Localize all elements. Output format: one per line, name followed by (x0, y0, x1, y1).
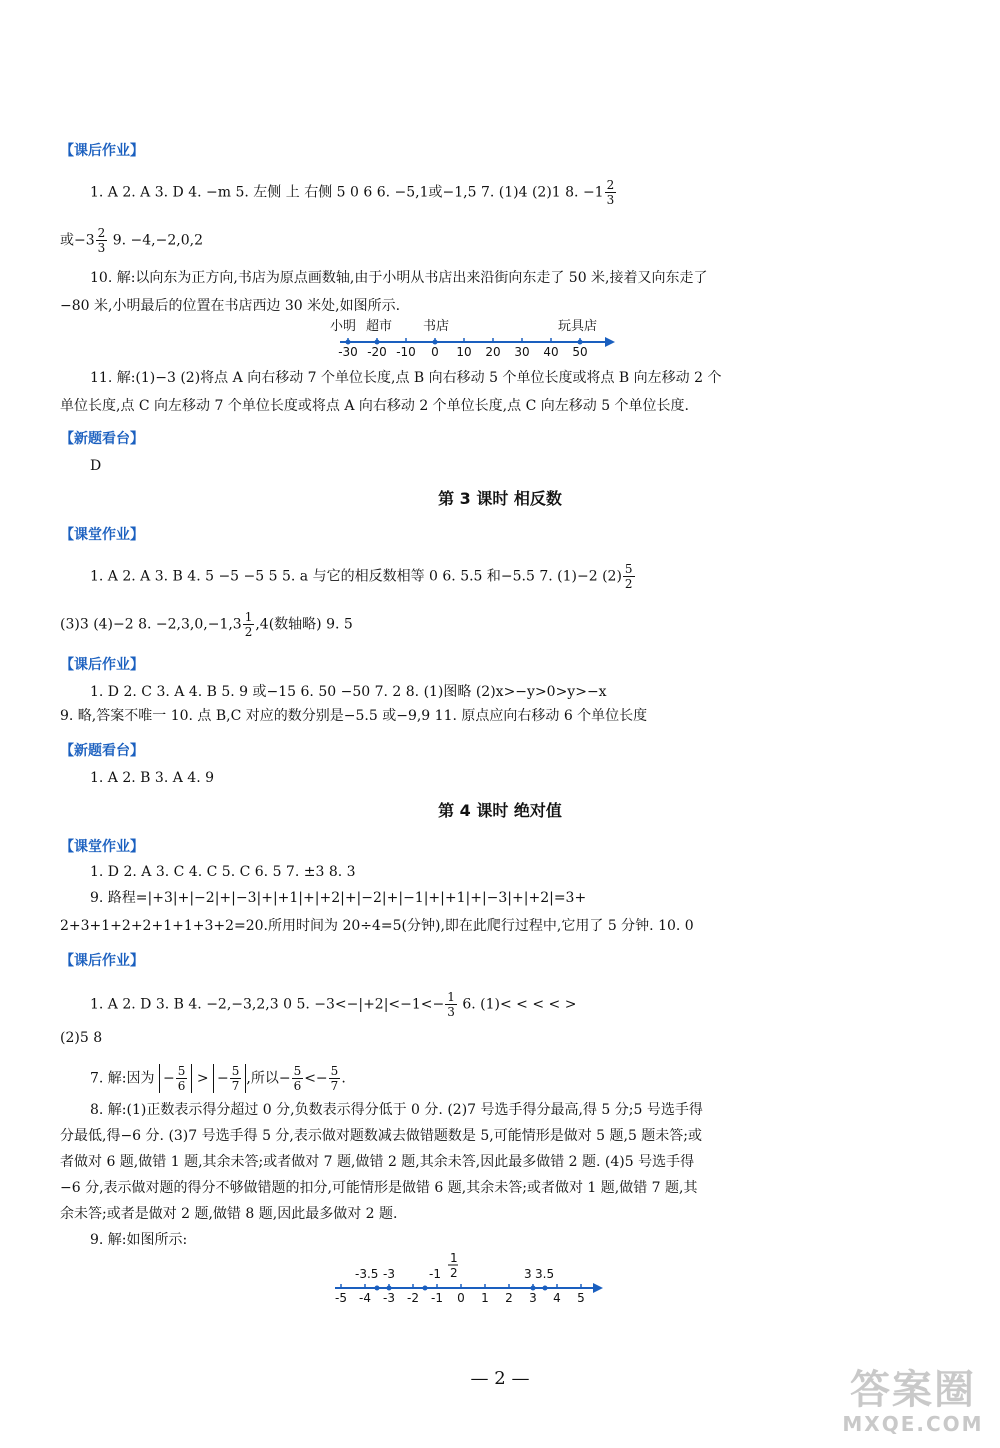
number-line-absolute (325, 1248, 615, 1310)
answer-text: 6. (1)< < < < > (457, 996, 577, 1013)
tick-label: -5 (335, 1291, 347, 1305)
axis-point (578, 340, 583, 345)
tick-label: -10 (396, 345, 416, 359)
answer-line (90, 1064, 346, 1093)
tick-label: -3 (383, 1291, 395, 1305)
answer-line: 1. D 2. C 3. A 4. B 5. 9 或−15 6. 50 −50 7. 2 8. (1)图略 (2)x>−y>0>y>−x (90, 684, 607, 700)
answer-line: D (90, 458, 102, 474)
axis-label: 玩具店 (558, 319, 598, 334)
absolute-value: − $\frac{5}{7}$ (213, 1064, 246, 1093)
axis-point (423, 1286, 428, 1291)
answer-text: 或−3 (60, 232, 95, 249)
absolute-value: − $\frac{5}{6}$ (159, 1064, 192, 1093)
watermark-logo: 答案圈 MXQE.COM (842, 1367, 984, 1436)
axis-point (375, 340, 380, 345)
answer-line (90, 178, 617, 207)
answer-line: 10. 解:以向东为正方向,书店为原点画数轴,由于小明从书店出来沿街向东走了 50 米,接着又向东走了 (90, 270, 708, 286)
number-line-store (320, 312, 620, 366)
axis-point (375, 1286, 380, 1291)
answer-line (60, 226, 203, 255)
tick-label: -4 (359, 1291, 371, 1305)
tick-label: 10 (456, 345, 472, 359)
tick-label: 0 (457, 1291, 465, 1305)
tick-label: 5 (577, 1291, 585, 1305)
axis-point (531, 1286, 536, 1291)
answer-text: (3)3 (4)−2 8. −2,3,0,−1,3 (60, 616, 242, 633)
axis-label: 2 (450, 1266, 458, 1280)
tick-label: 4 (553, 1291, 561, 1305)
tick-label: 0 (431, 345, 439, 359)
answer-line: 分最低,得−6 分. (3)7 号选手得 5 分,表示做对题数减去做错题数是 5,可能情形是做对 5 题,5 题未答;或 (60, 1128, 703, 1144)
section-header-classwork: 【课堂作业】 (60, 527, 144, 543)
axis-label: 超市 (366, 319, 393, 334)
tick-label: -2 (407, 1291, 419, 1305)
answer-text: 1. A 2. A 3. D 4. −m 5. 左侧 上 右侧 5 0 6 6. −5,1或−1,5 7. (1)4 (2)1 8. −1 (90, 184, 604, 201)
fraction: $\frac{1}{3}$ (447, 990, 455, 1019)
answer-line: −6 分,表示做对题的得分不够做错题的扣分,可能情形是做错 6 题,其余未答;或者做对 1 题,做错 7 题,其 (60, 1180, 698, 1196)
answer-line: 9. 解:如图所示: (90, 1232, 188, 1248)
axis-label: 3 (524, 1267, 532, 1281)
axis-label: 小明 (330, 319, 357, 334)
tick-label: -20 (367, 345, 387, 359)
answer-line: −80 米,小明最后的位置在书店西边 30 米处,如图所示. (60, 298, 401, 314)
tick-label: -30 (338, 345, 358, 359)
axis-point (387, 1286, 392, 1291)
answer-line: 8. 解:(1)正数表示得分超过 0 分,负数表示得分低于 0 分. (2)7 号选手得分最高,得 5 分;5 号选手得 (90, 1102, 703, 1118)
axis-point (433, 340, 438, 345)
axis-arrow (593, 1283, 603, 1293)
section-header-homework: 【课后作业】 (60, 143, 144, 159)
operator: > (196, 1070, 209, 1087)
fraction: $\frac{5}{6}$ (293, 1064, 302, 1093)
section-header-new-questions: 【新题看台】 (60, 743, 144, 759)
axis-label: -3.5 (355, 1267, 379, 1281)
tick-label: 2 (505, 1291, 513, 1305)
axis-point (543, 1286, 548, 1291)
fraction: $\frac{1}{2}$ (244, 610, 253, 639)
fraction: $\frac{5}{2}$ (624, 562, 633, 591)
answer-line: 11. 解:(1)−3 (2)将点 A 向右移动 7 个单位长度,点 B 向右移动 5 个单位长度或将点 B 向左移动 2 个 (90, 370, 722, 386)
tick-label: 40 (543, 345, 559, 359)
lesson-title: 第 4 课时 绝对值 (438, 801, 562, 820)
answer-text: 1. A 2. D 3. B 4. −2,−3,2,3 0 5. −3<−|+2|<−1<− (90, 996, 445, 1013)
section-header-classwork: 【课堂作业】 (60, 839, 144, 855)
fraction: $\frac{2}{3}$ (606, 178, 615, 207)
answer-line: (2)5 8 (60, 1030, 103, 1046)
answer-line: 者做对 6 题,做错 1 题,其余未答;或者做对 7 题,做错 2 题,其余未答,因此最多做错 2 题. (4)5 号选手得 (60, 1154, 695, 1170)
axis-label: -3 (383, 1267, 395, 1281)
answer-line: 余未答;或者是做对 2 题,做错 8 题,因此最多做对 2 题. (60, 1206, 398, 1222)
answer-line: 单位长度,点 C 向左移动 7 个单位长度或将点 A 向右移动 2 个单位长度,点 C 向左移动 5 个单位长度. (60, 398, 690, 414)
axis-point (346, 340, 351, 345)
section-header-new-questions: 【新题看台】 (60, 431, 144, 447)
fraction: $\frac{2}{3}$ (97, 226, 106, 255)
answer-text: ,4(数轴略) 9. 5 (255, 616, 353, 633)
axis-arrow (605, 337, 615, 347)
answer-text: ,所以− (246, 1070, 291, 1087)
axis-label: 1 (450, 1251, 458, 1265)
lesson-title: 第 3 课时 相反数 (438, 489, 562, 508)
axis-label: 书店 (423, 319, 450, 334)
answer-line (60, 610, 353, 639)
answer-text: <− (304, 1070, 328, 1087)
tick-label: 50 (572, 345, 588, 359)
answer-line: 1. A 2. B 3. A 4. 9 (90, 770, 214, 786)
tick-label: 1 (481, 1291, 489, 1305)
answer-text: 7. 解:因为 (90, 1070, 155, 1087)
answer-line (90, 562, 636, 591)
answer-line: 1. D 2. A 3. C 4. C 5. C 6. 5 7. ±3 8. 3 (90, 864, 356, 880)
answer-line: 2+3+1+2+2+1+1+3+2=20.所用时间为 20÷4=5(分钟),即在此爬行过程中,它用了 5 分钟. 10. 0 (60, 918, 694, 934)
fraction: $\frac{5}{7}$ (330, 1064, 339, 1093)
section-header-homework: 【课后作业】 (60, 657, 144, 673)
axis-label: -1 (429, 1267, 441, 1281)
tick-label: 3 (529, 1291, 537, 1305)
axis-label: 3.5 (535, 1267, 555, 1281)
page-number: — 2 — (470, 1368, 530, 1389)
answer-line (90, 990, 576, 1019)
answer-text: 9. −4,−2,0,2 (108, 232, 203, 249)
answer-line: 9. 路程=|+3|+|−2|+|−3|+|+1|+|+2|+|−2|+|−1|+|+1|+|−3|+|+2|=3+ (90, 890, 587, 906)
answer-text: 1. A 2. A 3. B 4. 5 −5 −5 5 5. a 与它的相反数相等 0 6. 5.5 和−5.5 7. (1)−2 (2) (90, 568, 622, 585)
tick-label: 20 (485, 345, 501, 359)
answer-line: 9. 略,答案不唯一 10. 点 B,C 对应的数分别是−5.5 或−9,9 11. 原点应向右移动 6 个单位长度 (60, 708, 648, 724)
section-header-homework: 【课后作业】 (60, 953, 144, 969)
tick-label: 30 (514, 345, 530, 359)
answer-text: . (341, 1070, 346, 1087)
tick-label: -1 (431, 1291, 443, 1305)
